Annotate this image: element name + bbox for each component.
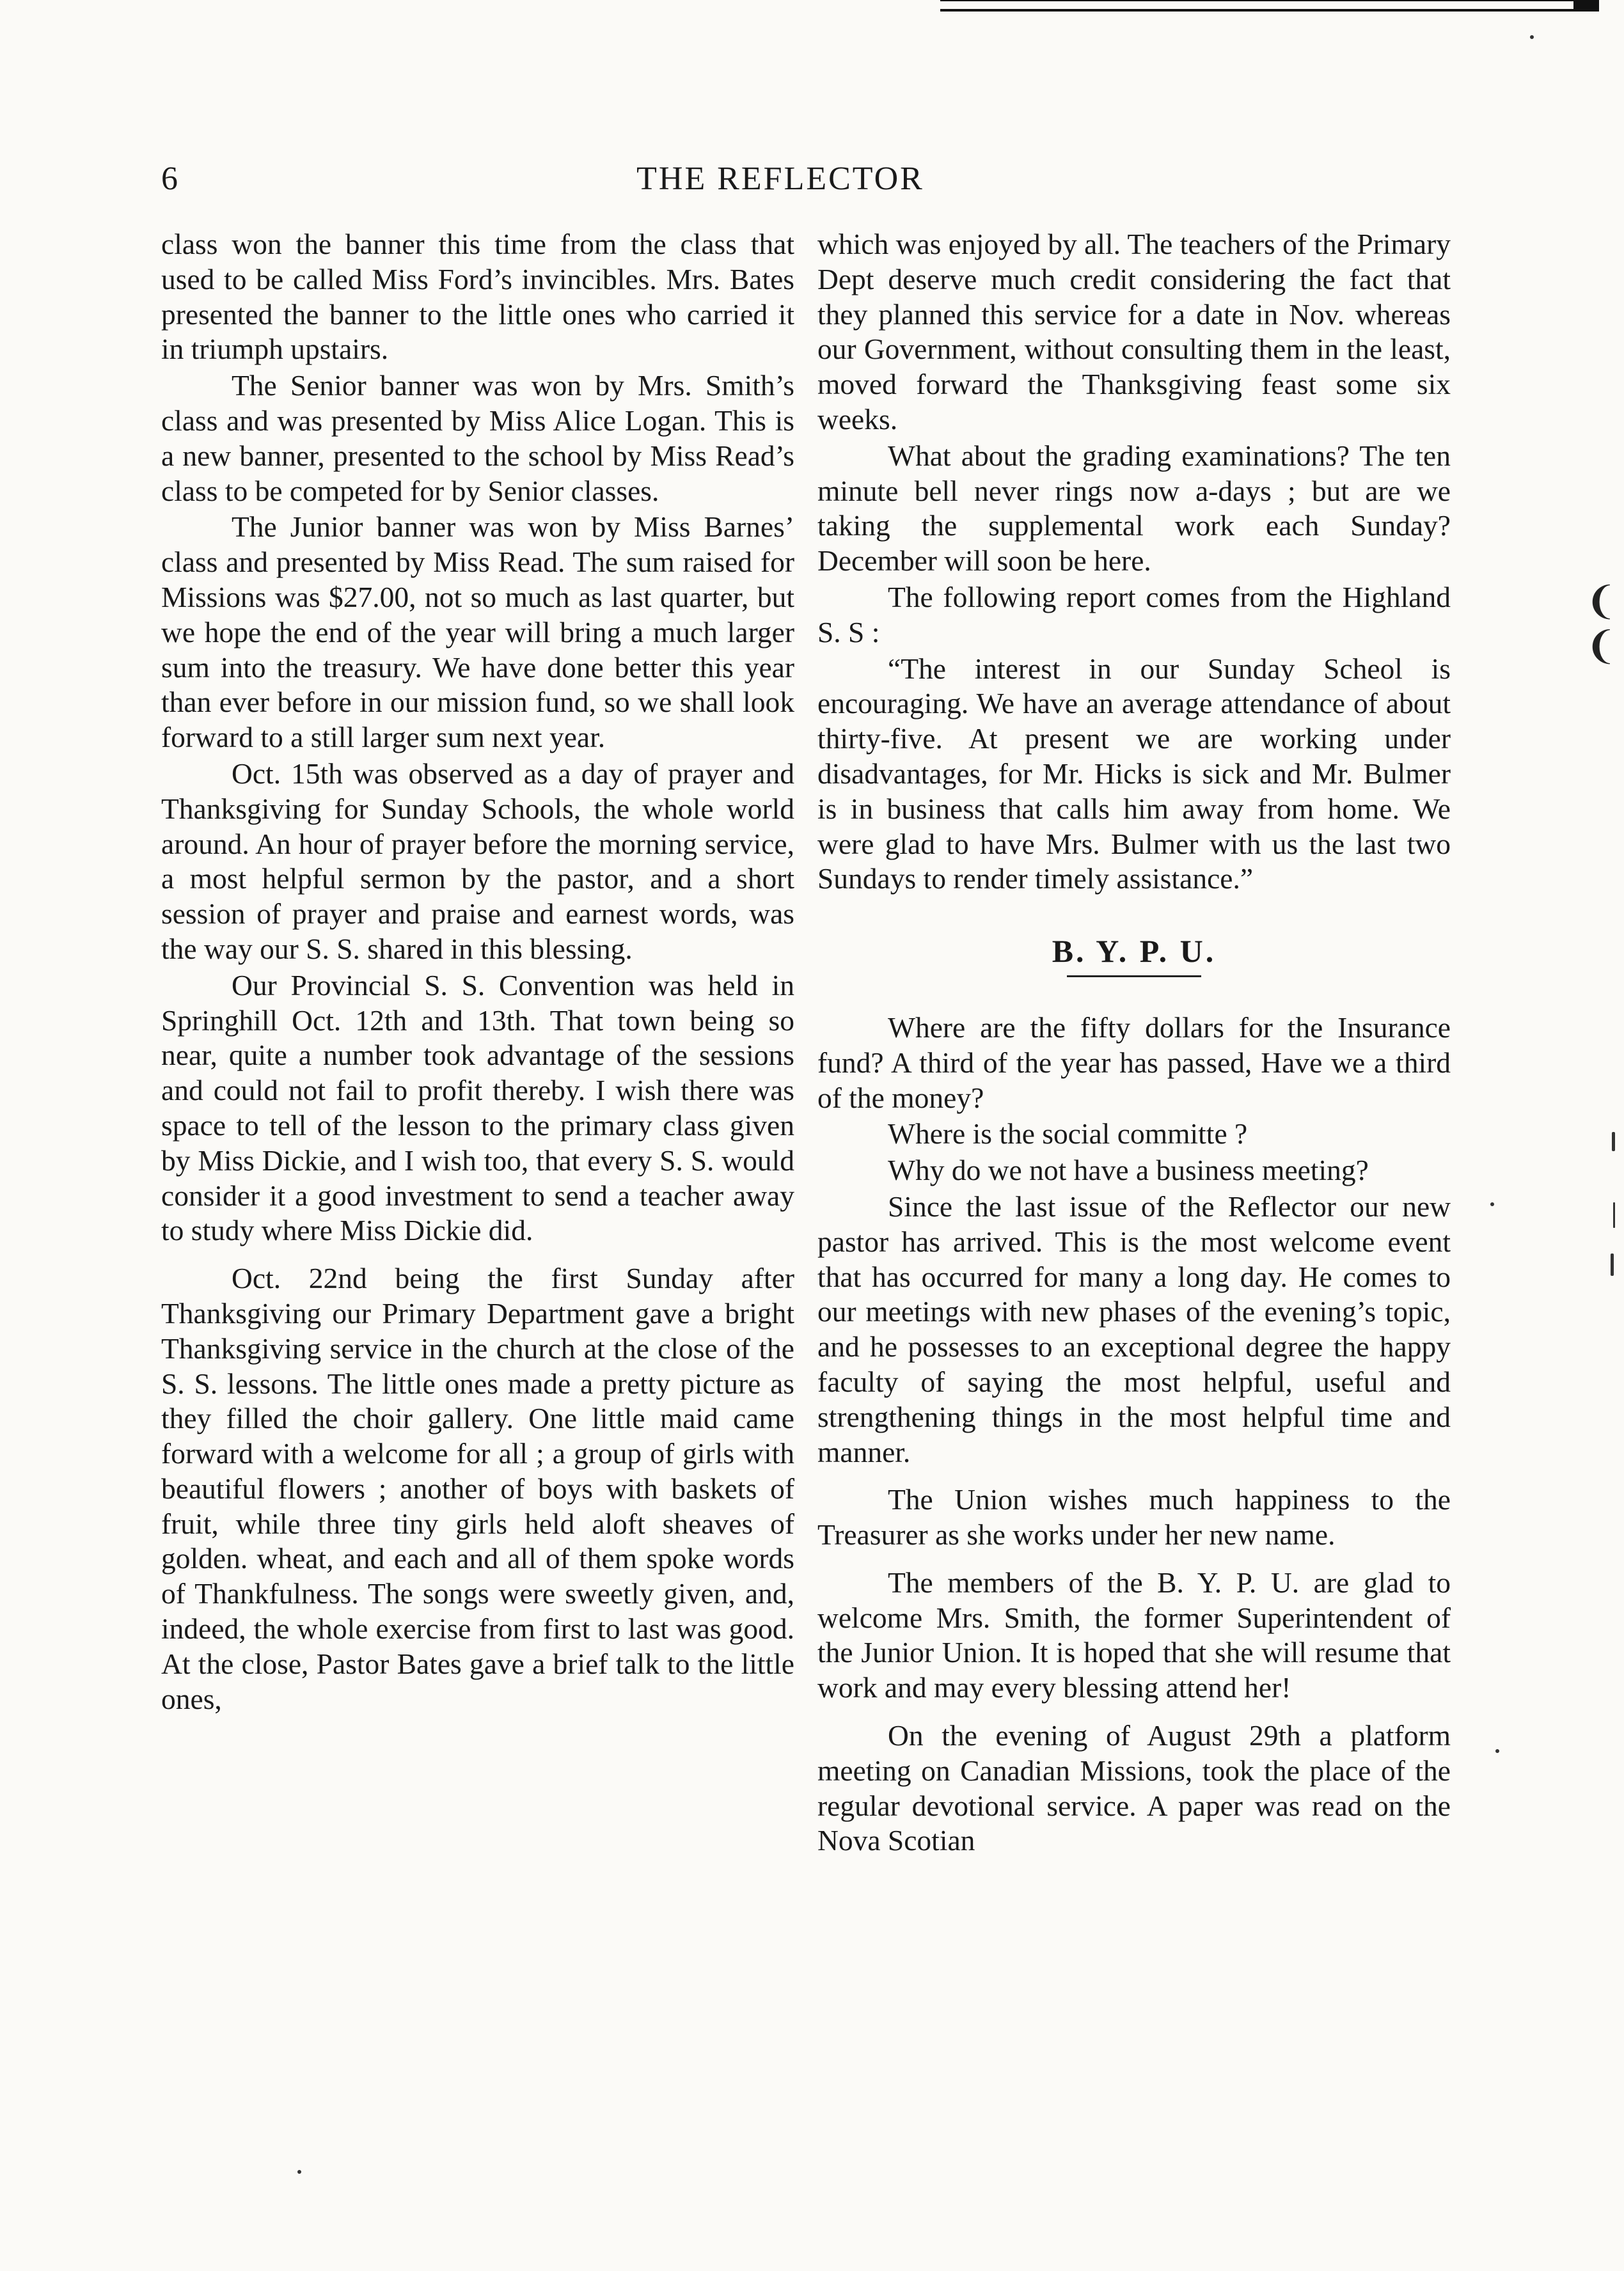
paragraph: What about the grading examinations? The ten minute bell never rings now a-days ; but are we taking the supplemental work each Sunday? December will soon be here. <box>817 439 1451 578</box>
paragraph: Where are the fifty dollars for the Insurance fund? A third of the year has passed, Have we a third of the money? <box>817 1010 1451 1114</box>
scan-speck <box>1612 1132 1615 1151</box>
scan-speck <box>1495 1749 1499 1753</box>
left-column <box>161 227 794 1718</box>
margin-bracket-mark: ❨ <box>1585 579 1618 624</box>
page-header <box>0 153 1624 205</box>
paragraph: class won the banner this time from the class that used to be called Miss Ford’s invincibles. Mrs. Bates presented the banner to the little ones who carried it in triumph upstairs. <box>161 228 794 366</box>
scan-speck <box>1490 1202 1494 1206</box>
top-edge-rule <box>940 0 1599 12</box>
paragraph: Where is the social committe ? <box>888 1117 1248 1151</box>
page-number: 6 <box>161 161 178 197</box>
paragraph: The following report comes from the Highland S. S : <box>817 580 1451 648</box>
paragraph: The Union wishes much happiness to the Treasurer as she works under her new name. <box>817 1483 1451 1552</box>
right-column <box>817 227 1451 1860</box>
scan-speck <box>1530 35 1534 39</box>
margin-bracket-mark: ❨ <box>1585 624 1618 668</box>
paragraph: Oct. 22nd being the first Sunday after Thanksgiving our Primary Department gave a bright Thanksgiving service in the church at the close of the S. S. lessons. The little ones made a pretty picture as they filled the choir gallery. One little maid came forward with a welcome for all ; a group of girls with beautiful flowers ; another of boys with baskets of fruit, while three tiny girls held aloft sheaves of golden. wheat, and each and all of them spoke words of Thankfulness. The songs were sweetly given, and, indeed, the whole exercise from first to last was good. At the close, Pastor Bates gave a brief talk to the little ones, <box>161 1262 794 1715</box>
scan-speck <box>297 2170 301 2174</box>
section-heading: B. Y. P. U. <box>1052 933 1217 970</box>
running-title: THE REFLECTOR <box>636 161 924 197</box>
paragraph: Our Provincial S. S. Convention was held in Springhill Oct. 12th and 13th. That town being so near, quite a number took advantage of the sessions and could not fail to profit thereby. I wish there was space to tell of the lesson to the primary class given by Miss Dickie, and I wish too, that every S. S. would consider it a good investment to send a teacher away to study where Miss Dickie did. <box>161 968 794 1247</box>
paragraph: On the evening of August 29th a platform meeting on Canadian Missions, took the place of the regular devotional service. A paper was read on the Nova Scotian <box>817 1719 1451 1857</box>
paragraph: Oct. 15th was observed as a day of prayer and Thanksgiving for Sunday Schools, the whole world around. An hour of prayer before the morning service, a most helpful sermon by the pastor, and a short session of prayer and praise and earnest words, was the way our S. S. shared in this blessing. <box>161 757 794 965</box>
paragraph: The members of the B. Y. P. U. are glad to welcome Mrs. Smith, the former Superintendent of the Junior Union. It is hoped that she will resume that work and may every blessing attend her! <box>817 1566 1451 1704</box>
paragraph: “The interest in our Sunday Scheol is encouraging. We have an average attendance of about thirty-five. At present we are working under disadvantages, for Mr. Hicks is sick and Mr. Bulmer is in business that calls him away from home. We were glad to have Mrs. Bulmer with us the last two Sundays to render timely assistance.” <box>817 652 1451 895</box>
paragraph: The Senior banner was won by Mrs. Smith’s class and was presented by Miss Alice Logan. This is a new banner, presented to the school by Miss Read’s class to be competed for by Senior classes. <box>161 369 794 507</box>
scan-speck <box>1611 1253 1614 1276</box>
top-edge-rule-end <box>1573 0 1599 10</box>
section-divider <box>1067 975 1201 977</box>
paragraph: which was enjoyed by all. The teachers of the Primary Dept deserve much credit considering the fact that they planned this service for a date in Nov. whereas our Government, without consulting them in the least, moved forward the Thanksgiving feast some six weeks. <box>817 228 1451 436</box>
scan-speck <box>1613 1202 1615 1228</box>
paragraph: Since the last issue of the Reflector our new pastor has arrived. This is the most welcome event that has occurred for many a long day. He comes to our meetings with new phases of the evening’s topic, and he possesses to an exceptional degree the happy faculty of saying the most helpful, useful and strengthening things in the most helpful time and manner. <box>817 1190 1451 1468</box>
paragraph: The Junior banner was won by Miss Barnes’ class and presented by Miss Read. The sum raised for Missions was $27.00, not so much as last quarter, but we hope the end of the year will bring a much larger sum into the treasury. We have done better this year than ever before in our mission fund, so we shall look forward to a still larger sum next year. <box>161 510 794 754</box>
paragraph: Why do we not have a business meeting? <box>888 1154 1369 1187</box>
